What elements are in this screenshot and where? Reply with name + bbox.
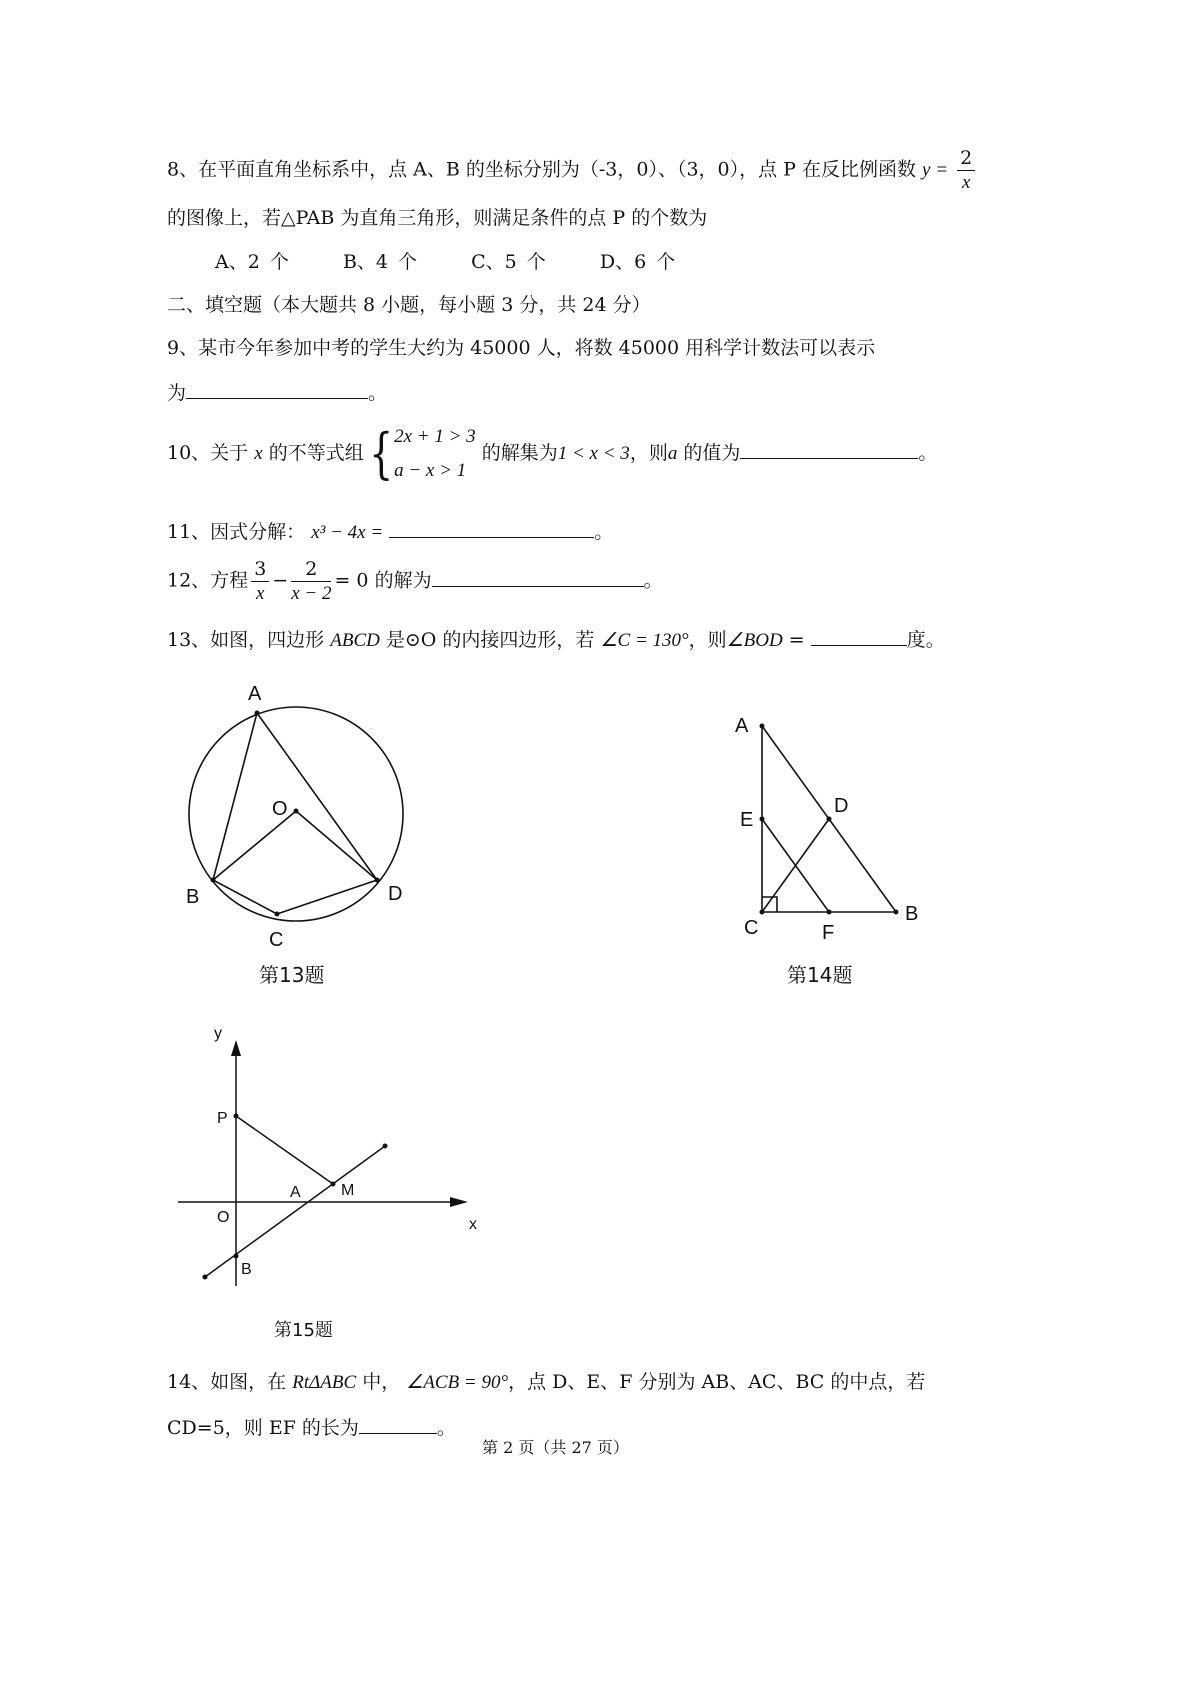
fig15-label-x: x bbox=[469, 1216, 477, 1233]
fig14-point-f bbox=[827, 910, 832, 915]
q12-minus: − bbox=[272, 569, 289, 592]
q13-prefix: 13、如图，四边形 bbox=[167, 629, 325, 651]
q10-ask: 的值为 bbox=[683, 442, 741, 464]
q12-fraction-1-numerator: 3 bbox=[251, 557, 269, 582]
fig13-line-ob bbox=[213, 811, 296, 880]
fig14-point-d bbox=[827, 817, 832, 822]
q12-equals: = 0 bbox=[334, 569, 369, 592]
fig15-label-m: M bbox=[341, 1182, 355, 1199]
q13-mid: 是⊙O 的内接四边形，若 bbox=[385, 629, 595, 651]
q8-fraction-numerator: 2 bbox=[957, 146, 975, 171]
fig15-line-start bbox=[203, 1275, 208, 1280]
q12-fraction-1-denominator: x bbox=[256, 583, 265, 604]
figure-15 bbox=[178, 1048, 458, 1286]
q14-end: 。 bbox=[436, 1417, 456, 1439]
fig14-point-b bbox=[894, 910, 899, 915]
fig13-label-b: B bbox=[186, 886, 200, 908]
q13-equals: = bbox=[788, 629, 805, 651]
fig14-label-b: B bbox=[905, 903, 919, 925]
q10-var-a: a bbox=[667, 443, 678, 464]
q10-end: 。 bbox=[918, 442, 938, 464]
fig15-line-b bbox=[205, 1146, 385, 1277]
q14-rest: ，点 D、E、F 分别为 AB、AC、BC 的中点，若 bbox=[508, 1371, 926, 1393]
q8-text: 8、在平面直角坐标系中，点 A、B 的坐标分别为（-3，0）、（3，0），点 P 在反比例函数 bbox=[167, 158, 916, 181]
q10-mid: 的不等式组 bbox=[268, 442, 364, 464]
fig13-line-cd bbox=[277, 880, 377, 914]
fig15-label-o: O bbox=[217, 1209, 230, 1226]
q8-function-lhs: y = bbox=[922, 159, 949, 181]
q9-end: 。 bbox=[368, 382, 388, 404]
fig15-label-p: P bbox=[217, 1110, 228, 1127]
fig15-point-p bbox=[234, 1114, 239, 1119]
page-footer: 第 2 页（共 27 页） bbox=[482, 1438, 629, 1457]
fig13-point-o bbox=[294, 809, 299, 814]
fig14-label-e: E bbox=[740, 809, 754, 831]
q13-ask: ∠BOD bbox=[726, 630, 783, 651]
q12-end: 。 bbox=[643, 569, 663, 592]
fig15-x-arrow-icon bbox=[450, 1197, 468, 1207]
q12-prefix: 12、方程 bbox=[167, 569, 249, 592]
q8-option-d[interactable]: D、6 个 bbox=[599, 251, 676, 273]
fig14-point-c bbox=[760, 910, 765, 915]
q13-condition: ∠C = 130° bbox=[600, 630, 689, 651]
fig14-caption: 第14题 bbox=[787, 963, 853, 987]
fig13-label-d: D bbox=[388, 883, 403, 905]
fig14-label-d: D bbox=[834, 795, 849, 817]
q14-line2 bbox=[167, 1413, 456, 1440]
q13-end: 度。 bbox=[906, 629, 945, 651]
q10-solution-label: 的解集为 bbox=[481, 442, 558, 464]
fig14-point-a bbox=[760, 724, 765, 729]
fig15-line-pm bbox=[236, 1116, 333, 1184]
q11-prefix: 11、因式分解： bbox=[167, 521, 306, 543]
q14-triangle: RtΔABC bbox=[292, 1372, 357, 1393]
q14-answer-blank[interactable] bbox=[359, 1415, 437, 1434]
fig13-point-b bbox=[211, 878, 216, 883]
q10-inequality-2: a − x > 1 bbox=[394, 460, 467, 481]
fig13-line-ad bbox=[257, 713, 377, 880]
fig14-point-e bbox=[760, 817, 765, 822]
fig13-label-o: O bbox=[272, 798, 288, 820]
q11-end: 。 bbox=[594, 521, 614, 543]
q14-angle: ∠ACB = 90° bbox=[406, 1372, 509, 1393]
fig15-y-arrow-icon bbox=[231, 1040, 241, 1056]
fig13-caption: 第13题 bbox=[259, 963, 325, 987]
q8-option-c[interactable]: C、5 个 bbox=[471, 251, 546, 273]
q10-prefix: 10、关于 bbox=[167, 442, 249, 464]
q8-fraction-denominator: x bbox=[961, 172, 971, 193]
q13-then: ，则 bbox=[688, 629, 727, 651]
fig13-point-c bbox=[275, 912, 280, 917]
fig15-point-b bbox=[234, 1254, 239, 1259]
fig13-line-od bbox=[296, 811, 377, 880]
fig13-label-a: A bbox=[248, 683, 262, 705]
q9-line1: 9、某市今年参加中考的学生大约为 45000 人，将数 45000 用科学计数法可以表示 bbox=[167, 337, 876, 359]
fig15-label-b: B bbox=[241, 1261, 252, 1278]
q14-prefix: 14、如图，在 bbox=[167, 1371, 287, 1393]
q10-var-x: x bbox=[254, 443, 263, 464]
q12-fraction-2-denominator: x − 2 bbox=[291, 583, 332, 604]
fig15-caption: 第15题 bbox=[274, 1320, 333, 1341]
q8-option-a[interactable]: A、2 个 bbox=[215, 251, 289, 273]
q14-line2-text: CD=5，则 EF 的长为 bbox=[167, 1417, 359, 1439]
q13-quad: ABCD bbox=[330, 630, 380, 651]
q14-mid: 中， bbox=[362, 1371, 401, 1393]
fig13-circle bbox=[189, 707, 403, 921]
fig13-point-a bbox=[255, 711, 260, 716]
q8-option-b[interactable]: B、4 个 bbox=[342, 251, 418, 273]
fig15-line-end bbox=[383, 1144, 388, 1149]
q9-prefix: 为 bbox=[167, 382, 187, 404]
fig13-label-c: C bbox=[269, 929, 284, 951]
fig14-label-c: C bbox=[744, 917, 759, 939]
fig14-label-a: A bbox=[735, 715, 749, 737]
section-2-title: 二、填空题（本大题共 8 小题，每小题 3 分，共 24 分） bbox=[167, 294, 651, 316]
q10-inequality-1: 2x + 1 > 3 bbox=[394, 426, 476, 447]
q10-solution: 1 < x < 3 bbox=[557, 443, 630, 464]
q10-then: ，则 bbox=[629, 442, 668, 464]
q14-line1 bbox=[167, 1367, 925, 1394]
fig15-label-a: A bbox=[290, 1184, 301, 1201]
figure-13 bbox=[189, 707, 403, 921]
fig13-point-d bbox=[375, 878, 380, 883]
fig14-label-f: F bbox=[822, 922, 835, 944]
q12-fraction-2-numerator: 2 bbox=[291, 557, 331, 582]
fig15-label-y: y bbox=[214, 1025, 222, 1042]
q11-expression: x³ − 4x = bbox=[311, 522, 384, 543]
q8-line2: 的图像上，若△PAB 为直角三角形，则满足条件的点 P 的个数为 bbox=[167, 207, 708, 229]
q10-brace: { bbox=[368, 422, 393, 485]
fig15-point-m bbox=[331, 1182, 336, 1187]
q12-suffix: 的解为 bbox=[374, 569, 432, 592]
